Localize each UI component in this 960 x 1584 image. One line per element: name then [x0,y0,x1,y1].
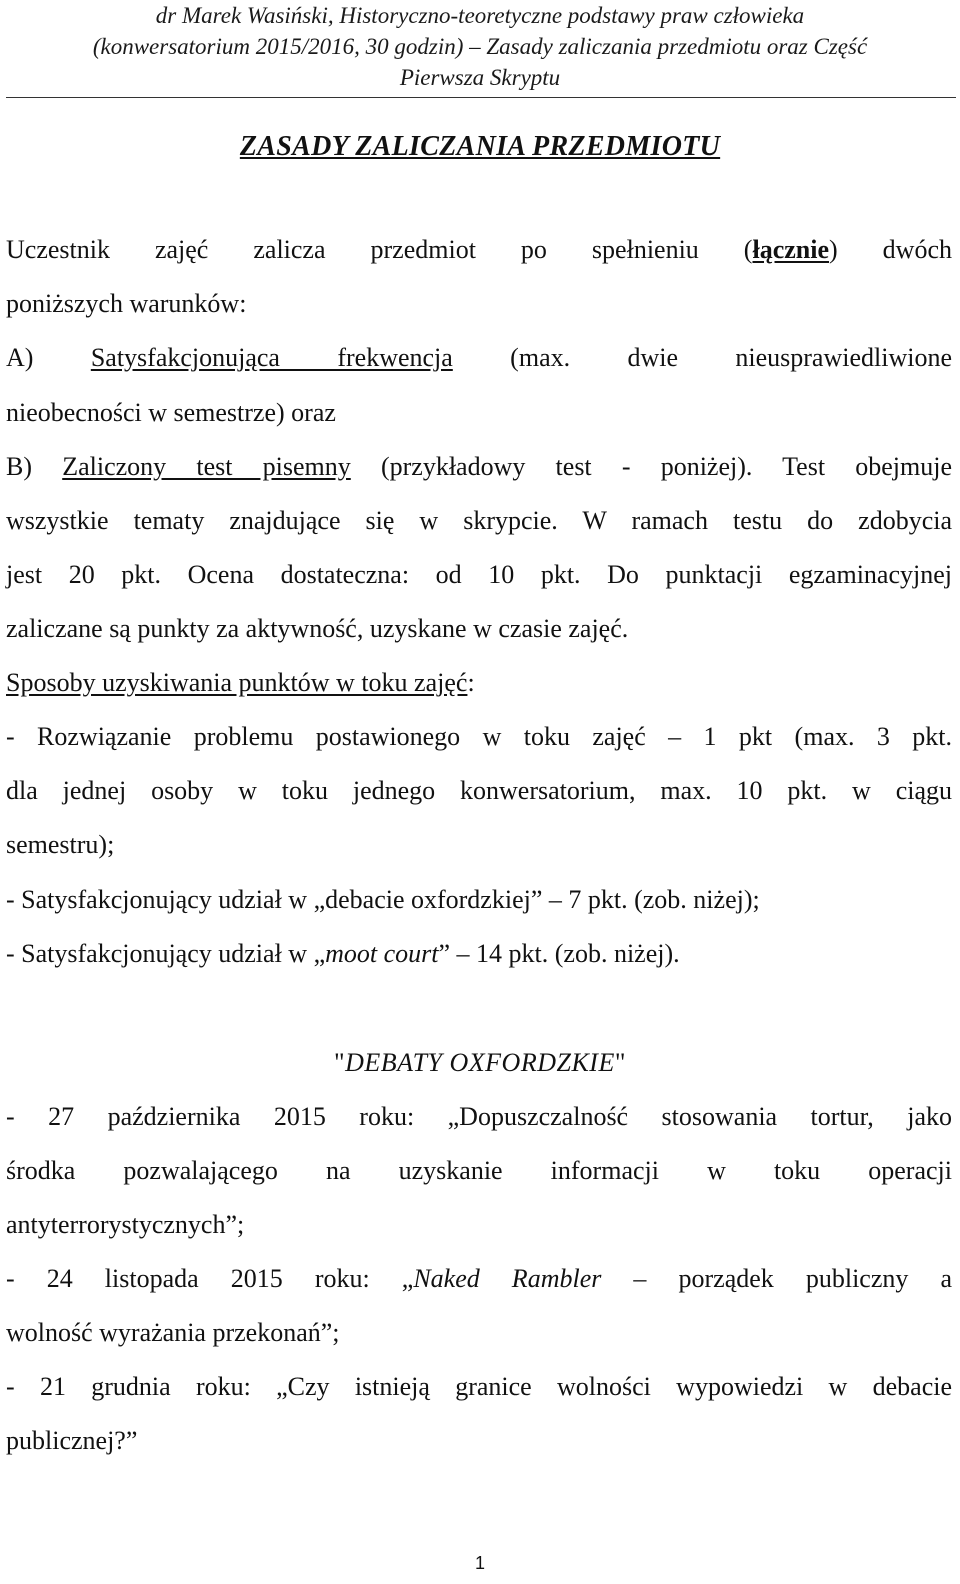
condition-a-line-2: nieobecności w semestrze) oraz [6,398,336,427]
debate-3-line-1: - 21 grudnia roku: „Czy istnieją granice wolności wypowiedzi w debacie [6,1372,952,1401]
points-item-1-line-1: - Rozwiązanie problemu postawionego w toku zajęć – 1 pkt (max. 3 pkt. [6,722,952,751]
intro-line-2: poniższych warunków: [6,289,247,318]
points-item-1-line-3: semestru); [6,830,115,859]
debate-1-line-2: środka pozwalającego na uzyskanie informacji w toku operacji [6,1156,952,1185]
points-item-1-line-2: dla jednej osoby w toku jednego konwersatorium, max. 10 pkt. w ciągu [6,776,952,805]
intro-line-1: Uczestnik zajęć zalicza przedmiot po spełnieniu (łącznie) dwóch [6,235,952,264]
debate-3-line-2: publicznej?” [6,1426,138,1455]
header-divider [6,97,956,98]
debate-1-line-1: - 27 października 2015 roku: „Dopuszczalność stosowania tortur, jako [6,1102,952,1131]
condition-b-heading: Zaliczony test pisemny [62,452,351,481]
condition-b-line-4: zaliczane są punkty za aktywność, uzyskane w czasie zajęć. [6,614,629,643]
condition-b-line-3: jest 20 pkt. Ocena dostateczna: od 10 pkt. Do punktacji egzaminacyjnej [6,560,952,589]
points-heading: Sposoby uzyskiwania punktów w toku zajęć: [6,668,475,697]
header-line-3: Pierwsza Skryptu [399,65,561,90]
header-line-1: dr Marek Wasiński, Historyczno-teoretyczne podstawy praw człowieka [155,3,805,28]
debate-2-line-1: - 24 listopada 2015 roku: „Naked Rambler – porządek publiczny a [6,1264,952,1293]
page-number: 1 [474,1553,485,1573]
condition-a-heading: Satysfakcjonująca frekwencja [90,343,453,372]
running-header [0,0,960,93]
debate-1-line-3: antyterrorystycznych”; [6,1210,245,1239]
points-item-3: - Satysfakcjonujący udział w „moot court” – 14 pkt. (zob. niżej). [6,939,680,968]
header-line-2: (konwersatorium 2015/2016, 30 godzin) – Zasady zaliczania przedmiotu oraz Część [92,34,868,59]
points-item-2: - Satysfakcjonujący udział w „debacie oxfordzkiej” – 7 pkt. (zob. niżej); [6,885,760,914]
condition-b-line-2: wszystkie tematy znajdujące się w skrypcie. W ramach testu do zdobycia [6,506,952,535]
page-title: ZASADY ZALICZANIA PRZEDMIOTU [239,131,721,162]
condition-b-line-1: B) Zaliczony test pisemny (przykładowy test - poniżej). Test obejmuje [6,452,953,481]
condition-a-line-1: A) Satysfakcjonująca frekwencja (max. dwie nieusprawiedliwione [6,343,952,372]
emphasis-lacznie: łącznie [752,235,830,264]
debate-2-line-2: wolność wyrażania przekonań”; [6,1318,340,1347]
debates-title: "DEBATY OXFORDZKIE" [334,1048,626,1077]
